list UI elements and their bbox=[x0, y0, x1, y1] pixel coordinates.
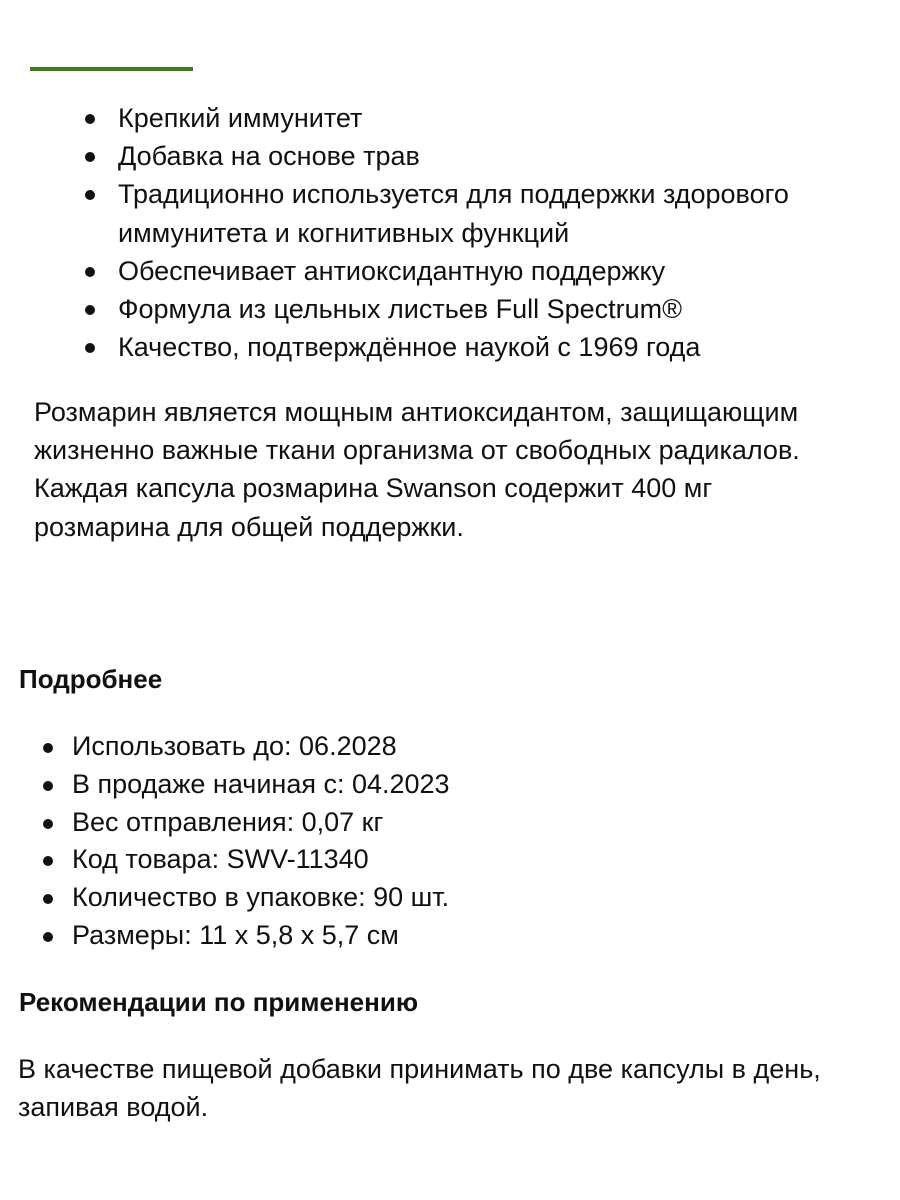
list-item: В продаже начиная с: 04.2023 bbox=[72, 766, 832, 804]
list-item: Крепкий иммунитет bbox=[118, 99, 858, 137]
features-list bbox=[118, 99, 858, 366]
list-item: Использовать до: 06.2028 bbox=[72, 728, 832, 766]
list-item: Формула из цельных листьев Full Spectrum® bbox=[118, 290, 858, 328]
list-item: Качество, подтверждённое наукой с 1969 года bbox=[118, 328, 858, 366]
list-item: Вес отправления: 0,07 кг bbox=[72, 804, 832, 842]
list-item: Обеспечивает антиоксидантную поддержку bbox=[118, 252, 858, 290]
details-heading: Подробнее bbox=[19, 664, 163, 694]
product-description: Розмарин является мощным антиоксидантом, защищающим жизненно важные ткани организма от свободных радикалов. Каждая капсула розмарина Swanson содержит 400 мг розмарина для общей поддержки. bbox=[34, 397, 800, 542]
accent-divider bbox=[30, 67, 193, 71]
usage-text: В качестве пищевой добавки принимать по две капсулы в день, запивая водой. bbox=[18, 1054, 821, 1122]
list-item: Код товара: SWV-11340 bbox=[72, 841, 832, 879]
details-list bbox=[72, 728, 832, 955]
usage-heading: Рекомендации по применению bbox=[19, 987, 419, 1017]
list-item: Количество в упаковке: 90 шт. bbox=[72, 879, 832, 917]
list-item: Размеры: 11 x 5,8 x 5,7 см bbox=[72, 917, 832, 955]
list-item: Добавка на основе трав bbox=[118, 137, 858, 175]
list-item: Традиционно используется для поддержки здорового иммунитета и когнитивных функций bbox=[118, 175, 858, 251]
